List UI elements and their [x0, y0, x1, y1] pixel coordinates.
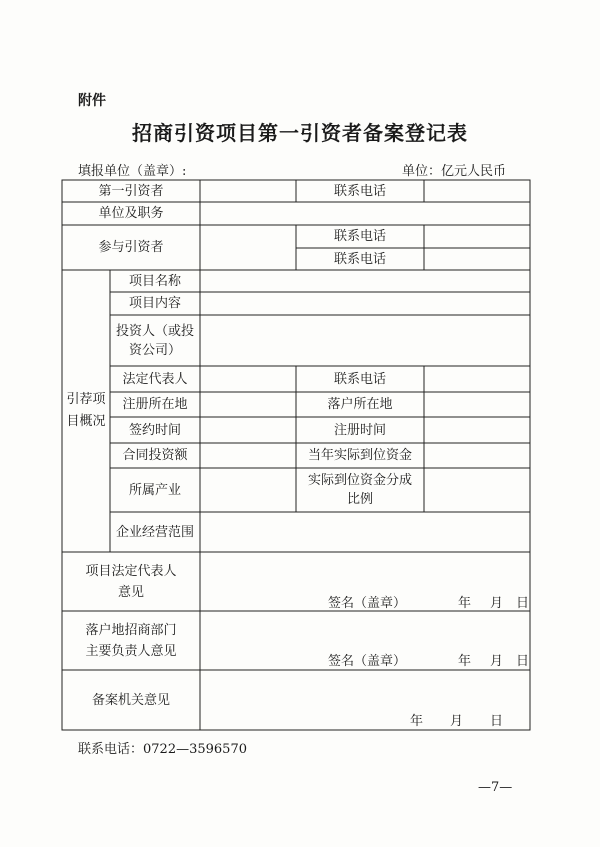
footer-contact-phone: 联系电话：0722—3596570 [78, 742, 247, 757]
legal-rep-month: 月 [490, 596, 504, 611]
dept-month: 月 [490, 654, 504, 669]
business-scope-label: 企业经营范围 [115, 524, 194, 540]
signing-time-label: 签约时间 [128, 422, 181, 438]
legal-rep-day: 日 [516, 596, 530, 611]
funds-ratio-line1: 实际到位资金分成 [307, 473, 412, 488]
funds-ratio-line2: 比例 [346, 492, 373, 507]
registered-location-label: 注册所在地 [122, 397, 188, 412]
filing-opinion-label: 备案机关意见 [91, 692, 170, 708]
legal-rep-opinion-line2: 意见 [117, 584, 144, 600]
industry-label: 所属产业 [128, 482, 181, 498]
recommended-project-label: 引荐项目概况 [66, 392, 106, 429]
current-year-funds-label: 当年实际到位资金 [307, 448, 412, 463]
project-name-label: 项目名称 [128, 273, 181, 289]
first-investor-label: 第一引资者 [98, 183, 164, 199]
dept-opinion-label [62, 611, 200, 670]
legal-rep-phone-label: 联系电话 [333, 371, 386, 387]
legal-rep-opinion-line1: 项目法定代表人 [85, 563, 177, 579]
dept-day: 日 [516, 654, 530, 669]
fill-unit-label: 填报单位（盖章）: [78, 164, 187, 179]
participating-investor-label: 参与引资者 [98, 240, 164, 255]
legal-rep-opinion-label [62, 552, 200, 611]
dept-opinion-line1: 落户地招商部门 [85, 622, 177, 638]
legal-rep-signature: 签名（盖章） [328, 596, 407, 611]
dept-year: 年 [458, 654, 472, 669]
funds-ratio-label [296, 468, 424, 512]
registration-time-label: 注册时间 [333, 422, 386, 438]
investor-label-line1: 投资人（或投 [115, 323, 194, 339]
settled-location-label: 落户所在地 [327, 397, 393, 412]
project-content-label: 项目内容 [128, 296, 181, 311]
participating-phone-label-2: 联系电话 [333, 251, 386, 267]
filing-day: 日 [490, 714, 504, 729]
participating-phone-label-1: 联系电话 [333, 229, 386, 244]
attachment-label: 附件 [78, 93, 106, 109]
legal-rep-label: 法定代表人 [122, 371, 188, 387]
contract-investment-label: 合同投资额 [122, 448, 188, 463]
filing-year: 年 [410, 714, 424, 729]
page-number: —7— [478, 780, 513, 795]
filing-month: 月 [450, 714, 464, 729]
dept-opinion-line2: 主要负责人意见 [85, 643, 177, 659]
investor-label-line2: 资公司） [128, 342, 181, 358]
legal-rep-year: 年 [458, 596, 472, 611]
first-investor-phone-label: 联系电话 [333, 183, 386, 199]
investor-label [110, 315, 200, 366]
currency-unit-label: 单位：亿元人民币 [402, 164, 507, 179]
dept-signature: 签名（盖章） [328, 654, 407, 669]
unit-position-label: 单位及职务 [98, 206, 164, 221]
form-title: 招商引资项目第一引资者备案登记表 [132, 121, 468, 145]
